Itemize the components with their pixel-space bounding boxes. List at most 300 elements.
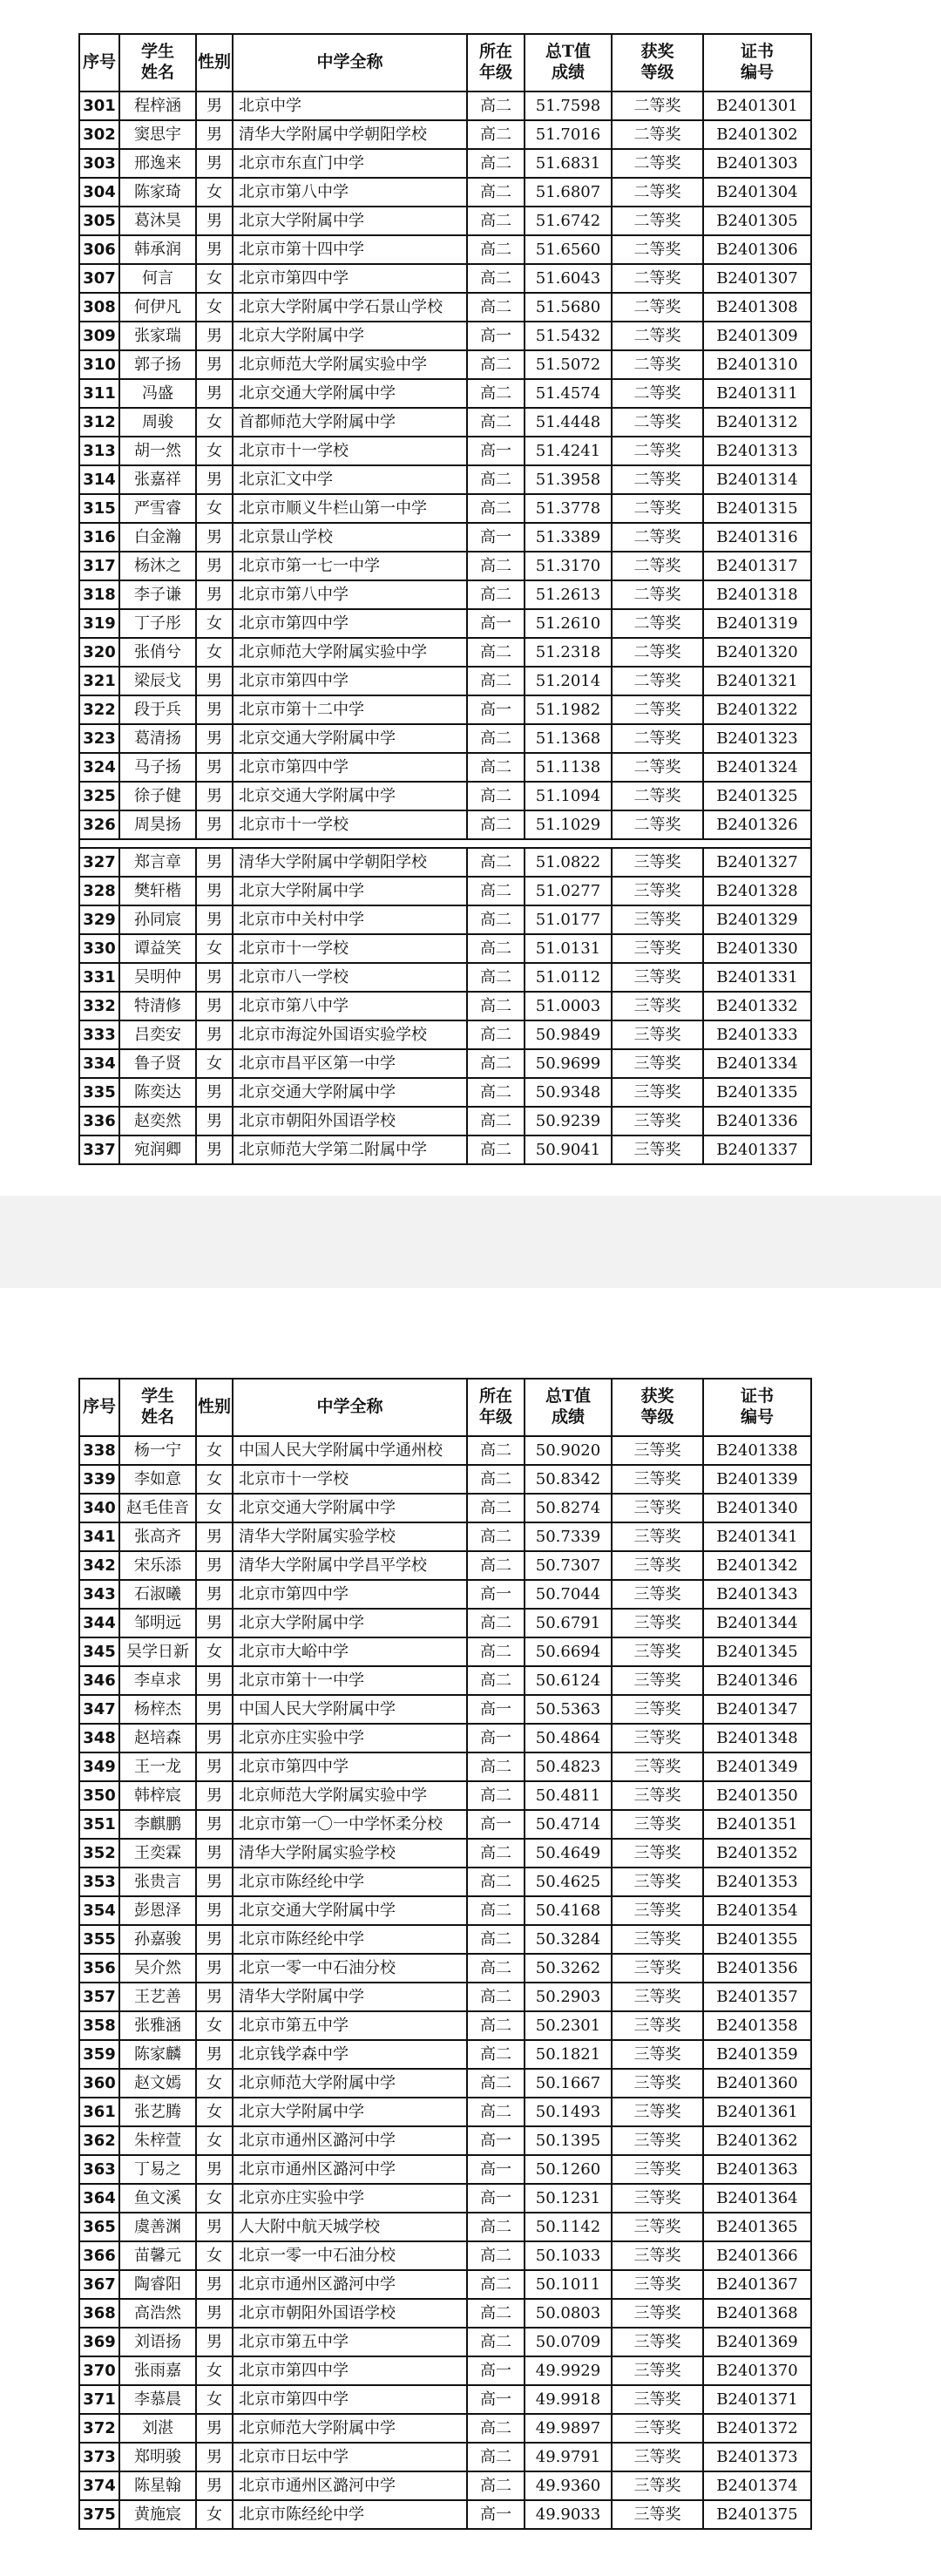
cell-cert-no: B2401349 [703, 1752, 811, 1781]
cell-score: 49.9360 [525, 2471, 612, 2500]
table-row [79, 1580, 811, 1609]
cell-seq: 350 [79, 1781, 119, 1810]
cell-cert-no: B2401318 [703, 580, 811, 609]
cell-award: 三等奖 [612, 1049, 703, 1078]
cell-grade: 高一 [467, 2385, 525, 2414]
cell-grade: 高二 [467, 2213, 525, 2241]
cell-school: 清华大学附属中学朝阳学校 [233, 120, 467, 149]
cell-student-name: 梁辰戈 [119, 667, 196, 695]
cell-school: 北京大学附属中学 [233, 207, 467, 235]
cell-seq: 307 [79, 264, 119, 293]
cell-grade: 高二 [467, 1465, 525, 1494]
cell-seq: 363 [79, 2155, 119, 2184]
cell-student-name: 徐子健 [119, 782, 196, 810]
header-school: 中学全称 [233, 1379, 467, 1436]
header-seq: 序号 [79, 1379, 119, 1436]
table-row [79, 1752, 811, 1781]
cell-grade: 高一 [467, 437, 525, 465]
cell-gender: 女 [196, 1436, 233, 1465]
cell-seq: 303 [79, 149, 119, 178]
table-row [79, 1049, 811, 1078]
table-row [79, 293, 811, 322]
cell-gender: 男 [196, 782, 233, 810]
cell-cert-no: B2401374 [703, 2471, 811, 2500]
cell-score: 51.3958 [525, 465, 612, 494]
cell-award: 三等奖 [612, 2385, 703, 2414]
table-row [79, 2184, 811, 2213]
cell-cert-no: B2401352 [703, 1839, 811, 1868]
cell-gender: 男 [196, 350, 233, 379]
cell-cert-no: B2401332 [703, 992, 811, 1020]
cell-gender: 男 [196, 963, 233, 992]
cell-school: 北京市十一学校 [233, 437, 467, 465]
cell-seq: 333 [79, 1020, 119, 1049]
cell-score: 51.5680 [525, 293, 612, 322]
cell-grade: 高二 [467, 724, 525, 753]
cell-grade: 高二 [467, 934, 525, 963]
cell-score: 51.4448 [525, 408, 612, 437]
cell-score: 51.6043 [525, 264, 612, 293]
cell-student-name: 孙同宸 [119, 905, 196, 934]
cell-gender: 女 [196, 934, 233, 963]
table-row [79, 905, 811, 934]
table-row [79, 350, 811, 379]
cell-gender: 男 [196, 1781, 233, 1810]
cell-seq: 306 [79, 235, 119, 264]
cell-gender: 女 [196, 1637, 233, 1666]
cell-grade: 高二 [467, 350, 525, 379]
cell-cert-no: B2401333 [703, 1020, 811, 1049]
table-row [79, 379, 811, 408]
cell-cert-no: B2401342 [703, 1551, 811, 1580]
cell-school: 北京市第四中学 [233, 2356, 467, 2385]
cell-school: 北京市大峪中学 [233, 1637, 467, 1666]
cell-gender: 男 [196, 149, 233, 178]
cell-gender: 女 [196, 2500, 233, 2529]
cell-grade: 高二 [467, 92, 525, 120]
cell-cert-no: B2401354 [703, 1896, 811, 1925]
cell-seq: 344 [79, 1609, 119, 1637]
cell-student-name: 赵文嫣 [119, 2069, 196, 2098]
cell-cert-no: B2401315 [703, 494, 811, 523]
cell-seq: 332 [79, 992, 119, 1020]
cell-score: 51.5072 [525, 350, 612, 379]
cell-score: 51.2318 [525, 638, 612, 667]
cell-gender: 女 [196, 2356, 233, 2385]
cell-gender: 男 [196, 1135, 233, 1164]
table-row [79, 753, 811, 782]
cell-gender: 男 [196, 120, 233, 149]
cell-seq: 313 [79, 437, 119, 465]
table-row [79, 523, 811, 552]
cell-student-name: 郑言章 [119, 848, 196, 877]
cell-grade: 高二 [467, 848, 525, 877]
cell-seq: 372 [79, 2414, 119, 2443]
cell-award: 三等奖 [612, 905, 703, 934]
cell-score: 50.1142 [525, 2213, 612, 2241]
table-row [79, 2471, 811, 2500]
cell-award: 三等奖 [612, 2184, 703, 2213]
cell-award: 三等奖 [612, 1637, 703, 1666]
cell-cert-no: B2401339 [703, 1465, 811, 1494]
cell-student-name: 陈家麟 [119, 2040, 196, 2069]
cell-score: 51.0131 [525, 934, 612, 963]
cell-score: 50.1231 [525, 2184, 612, 2213]
cell-gender: 男 [196, 2443, 233, 2471]
cell-student-name: 周昊扬 [119, 810, 196, 839]
cell-cert-no: B2401326 [703, 810, 811, 839]
cell-student-name: 赵奕然 [119, 1107, 196, 1135]
cell-seq: 361 [79, 2098, 119, 2126]
cell-grade: 高一 [467, 2500, 525, 2529]
cell-cert-no: B2401366 [703, 2241, 811, 2270]
document-page-1 [0, 0, 941, 1196]
cell-school: 北京大学附属中学石景山学校 [233, 293, 467, 322]
cell-school: 清华大学附属实验学校 [233, 1522, 467, 1551]
header-school: 中学全称 [233, 34, 467, 92]
cell-school: 北京中学 [233, 92, 467, 120]
cell-student-name: 张雅涵 [119, 2011, 196, 2040]
cell-score: 50.2301 [525, 2011, 612, 2040]
cell-school: 清华大学附属中学 [233, 1983, 467, 2011]
cell-award: 三等奖 [612, 1810, 703, 1839]
table-row [79, 848, 811, 877]
cell-gender: 女 [196, 408, 233, 437]
cell-gender: 男 [196, 877, 233, 905]
cell-score: 51.1368 [525, 724, 612, 753]
cell-student-name: 王艺善 [119, 1983, 196, 2011]
cell-award: 二等奖 [612, 408, 703, 437]
table-row [79, 1839, 811, 1868]
cell-gender: 男 [196, 1020, 233, 1049]
cell-award: 二等奖 [612, 523, 703, 552]
cell-seq: 312 [79, 408, 119, 437]
cell-score: 51.3170 [525, 552, 612, 580]
cell-student-name: 樊轩楷 [119, 877, 196, 905]
cell-school: 北京市第十四中学 [233, 235, 467, 264]
cell-seq: 305 [79, 207, 119, 235]
cell-grade: 高二 [467, 667, 525, 695]
cell-grade: 高二 [467, 149, 525, 178]
cell-gender: 男 [196, 2040, 233, 2069]
cell-student-name: 葛清扬 [119, 724, 196, 753]
cell-cert-no: B2401327 [703, 848, 811, 877]
cell-score: 51.6831 [525, 149, 612, 178]
cell-seq: 320 [79, 638, 119, 667]
table-row [79, 2098, 811, 2126]
cell-award: 二等奖 [612, 465, 703, 494]
table-row [79, 2356, 811, 2385]
cell-student-name: 张艺腾 [119, 2098, 196, 2126]
cell-school: 北京市陈经纶中学 [233, 2500, 467, 2529]
cell-seq: 308 [79, 293, 119, 322]
cell-seq: 373 [79, 2443, 119, 2471]
table-row [79, 2241, 811, 2270]
cell-cert-no: B2401324 [703, 753, 811, 782]
cell-grade: 高二 [467, 1781, 525, 1810]
cell-cert-no: B2401361 [703, 2098, 811, 2126]
cell-grade: 高二 [467, 264, 525, 293]
cell-grade: 高二 [467, 2443, 525, 2471]
cell-seq: 326 [79, 810, 119, 839]
cell-seq: 323 [79, 724, 119, 753]
cell-seq: 370 [79, 2356, 119, 2385]
cell-award: 三等奖 [612, 2299, 703, 2328]
table-row [79, 494, 811, 523]
cell-school: 北京交通大学附属中学 [233, 1494, 467, 1522]
cell-grade: 高二 [467, 1896, 525, 1925]
cell-student-name: 李慕晨 [119, 2385, 196, 2414]
award-table-page-2 [78, 1378, 812, 2530]
cell-cert-no: B2401307 [703, 264, 811, 293]
cell-school: 北京市十一学校 [233, 810, 467, 839]
cell-score: 51.1094 [525, 782, 612, 810]
cell-seq: 331 [79, 963, 119, 992]
cell-student-name: 杨梓杰 [119, 1695, 196, 1724]
cell-score: 50.4714 [525, 1810, 612, 1839]
cell-award: 三等奖 [612, 1954, 703, 1983]
cell-grade: 高一 [467, 695, 525, 724]
cell-score: 49.9918 [525, 2385, 612, 2414]
table-row [79, 2443, 811, 2471]
cell-gender: 女 [196, 437, 233, 465]
cell-score: 50.1667 [525, 2069, 612, 2098]
cell-seq: 353 [79, 1868, 119, 1896]
cell-grade: 高二 [467, 1868, 525, 1896]
cell-award: 二等奖 [612, 695, 703, 724]
cell-student-name: 郑明骏 [119, 2443, 196, 2471]
table-row [79, 1637, 811, 1666]
table-row [79, 609, 811, 638]
cell-gender: 男 [196, 753, 233, 782]
cell-grade: 高二 [467, 1954, 525, 1983]
cell-student-name: 何伊凡 [119, 293, 196, 322]
cell-school: 清华大学附属中学朝阳学校 [233, 848, 467, 877]
cell-school: 北京市通州区潞河中学 [233, 2471, 467, 2500]
cell-school: 北京交通大学附属中学 [233, 1078, 467, 1107]
table-row [79, 963, 811, 992]
cell-grade: 高二 [467, 905, 525, 934]
table-row [79, 2040, 811, 2069]
cell-gender: 男 [196, 1724, 233, 1752]
cell-school: 北京师范大学附属中学 [233, 2069, 467, 2098]
cell-seq: 368 [79, 2299, 119, 2328]
cell-cert-no: B2401304 [703, 178, 811, 207]
table-row [79, 149, 811, 178]
cell-grade: 高二 [467, 1839, 525, 1868]
cell-grade: 高一 [467, 2126, 525, 2155]
cell-gender: 男 [196, 1983, 233, 2011]
cell-cert-no: B2401344 [703, 1609, 811, 1637]
cell-score: 51.6807 [525, 178, 612, 207]
cell-seq: 330 [79, 934, 119, 963]
cell-grade: 高二 [467, 465, 525, 494]
cell-cert-no: B2401348 [703, 1724, 811, 1752]
cell-grade: 高二 [467, 580, 525, 609]
cell-school: 北京钱学森中学 [233, 2040, 467, 2069]
cell-grade: 高二 [467, 877, 525, 905]
table-row [79, 782, 811, 810]
cell-cert-no: B2401368 [703, 2299, 811, 2328]
cell-gender: 男 [196, 1580, 233, 1609]
cell-cert-no: B2401325 [703, 782, 811, 810]
cell-student-name: 胡一然 [119, 437, 196, 465]
cell-grade: 高二 [467, 1049, 525, 1078]
cell-score: 50.9348 [525, 1078, 612, 1107]
cell-seq: 318 [79, 580, 119, 609]
cell-award: 三等奖 [612, 2098, 703, 2126]
cell-gender: 女 [196, 2385, 233, 2414]
cell-seq: 321 [79, 667, 119, 695]
cell-award: 二等奖 [612, 293, 703, 322]
cell-grade: 高二 [467, 753, 525, 782]
cell-cert-no: B2401372 [703, 2414, 811, 2443]
cell-school: 北京市第五中学 [233, 2011, 467, 2040]
cell-student-name: 张贵言 [119, 1868, 196, 1896]
cell-school: 北京亦庄实验中学 [233, 2184, 467, 2213]
cell-score: 50.4168 [525, 1896, 612, 1925]
cell-cert-no: B2401336 [703, 1107, 811, 1135]
cell-school: 北京市中关村中学 [233, 905, 467, 934]
cell-score: 50.0709 [525, 2328, 612, 2356]
cell-student-name: 葛沐昊 [119, 207, 196, 235]
table-row [79, 2414, 811, 2443]
cell-score: 50.9239 [525, 1107, 612, 1135]
table-row [79, 264, 811, 293]
cell-grade: 高二 [467, 810, 525, 839]
table-row [79, 322, 811, 350]
cell-cert-no: B2401309 [703, 322, 811, 350]
cell-award: 三等奖 [612, 2069, 703, 2098]
cell-award: 三等奖 [612, 2471, 703, 2500]
cell-award: 三等奖 [612, 2328, 703, 2356]
cell-student-name: 鲁子贤 [119, 1049, 196, 1078]
cell-grade: 高一 [467, 523, 525, 552]
cell-award: 三等奖 [612, 877, 703, 905]
cell-seq: 336 [79, 1107, 119, 1135]
cell-award: 三等奖 [612, 1752, 703, 1781]
cell-school: 北京大学附属中学 [233, 2098, 467, 2126]
cell-award: 三等奖 [612, 1609, 703, 1637]
cell-cert-no: B2401310 [703, 350, 811, 379]
cell-school: 北京市第八中学 [233, 992, 467, 1020]
cell-grade: 高二 [467, 2270, 525, 2299]
cell-award: 三等奖 [612, 1078, 703, 1107]
header-award: 获奖 等级 [612, 34, 703, 92]
cell-gender: 女 [196, 1049, 233, 1078]
cell-cert-no: B2401316 [703, 523, 811, 552]
cell-seq: 362 [79, 2126, 119, 2155]
cell-grade: 高二 [467, 2299, 525, 2328]
cell-score: 51.3778 [525, 494, 612, 523]
table-row [79, 1666, 811, 1695]
cell-grade: 高二 [467, 120, 525, 149]
cell-seq: 359 [79, 2040, 119, 2069]
cell-seq: 345 [79, 1637, 119, 1666]
cell-school: 中国人民大学附属中学通州校 [233, 1436, 467, 1465]
cell-student-name: 程梓涵 [119, 92, 196, 120]
cell-cert-no: B2401355 [703, 1925, 811, 1954]
cell-cert-no: B2401305 [703, 207, 811, 235]
cell-school: 北京师范大学附属实验中学 [233, 638, 467, 667]
cell-seq: 374 [79, 2471, 119, 2500]
cell-award: 二等奖 [612, 782, 703, 810]
cell-cert-no: B2401312 [703, 408, 811, 437]
cell-student-name: 白金瀚 [119, 523, 196, 552]
cell-school: 北京市第十二中学 [233, 695, 467, 724]
cell-score: 50.6791 [525, 1609, 612, 1637]
cell-gender: 女 [196, 2098, 233, 2126]
cell-school: 清华大学附属实验学校 [233, 1839, 467, 1868]
cell-gender: 男 [196, 207, 233, 235]
cell-award: 三等奖 [612, 1839, 703, 1868]
cell-gender: 男 [196, 1522, 233, 1551]
cell-school: 北京市通州区潞河中学 [233, 2270, 467, 2299]
cell-award: 二等奖 [612, 350, 703, 379]
table-row [79, 2126, 811, 2155]
cell-score: 50.8274 [525, 1494, 612, 1522]
cell-seq: 309 [79, 322, 119, 350]
cell-seq: 316 [79, 523, 119, 552]
cell-gender: 男 [196, 695, 233, 724]
cell-score: 50.3284 [525, 1925, 612, 1954]
cell-cert-no: B2401314 [703, 465, 811, 494]
table-row [79, 1868, 811, 1896]
cell-gender: 女 [196, 1465, 233, 1494]
cell-gender: 男 [196, 667, 233, 695]
cell-award: 二等奖 [612, 120, 703, 149]
cell-cert-no: B2401330 [703, 934, 811, 963]
cell-cert-no: B2401346 [703, 1666, 811, 1695]
cell-gender: 男 [196, 1609, 233, 1637]
cell-score: 50.4625 [525, 1868, 612, 1896]
table-row [79, 1695, 811, 1724]
table-row [79, 178, 811, 207]
cell-student-name: 陈星翰 [119, 2471, 196, 2500]
cell-student-name: 吴学日新 [119, 1637, 196, 1666]
cell-school: 北京市通州区潞河中学 [233, 2126, 467, 2155]
cell-gender: 女 [196, 264, 233, 293]
cell-grade: 高二 [467, 1494, 525, 1522]
cell-score: 50.2903 [525, 1983, 612, 2011]
cell-cert-no: B2401375 [703, 2500, 811, 2529]
cell-gender: 男 [196, 1666, 233, 1695]
cell-school: 北京师范大学附属实验中学 [233, 1781, 467, 1810]
cell-grade: 高二 [467, 1107, 525, 1135]
cell-award: 三等奖 [612, 1781, 703, 1810]
table-row [79, 992, 811, 1020]
cell-grade: 高一 [467, 2356, 525, 2385]
cell-student-name: 韩梓宸 [119, 1781, 196, 1810]
cell-gender: 女 [196, 494, 233, 523]
cell-seq: 354 [79, 1896, 119, 1925]
cell-gender: 男 [196, 1810, 233, 1839]
cell-score: 51.7016 [525, 120, 612, 149]
cell-cert-no: B2401371 [703, 2385, 811, 2414]
cell-school: 北京师范大学附属中学 [233, 2414, 467, 2443]
cell-school: 北京交通大学附属中学 [233, 379, 467, 408]
cell-gender: 男 [196, 1896, 233, 1925]
cell-grade: 高二 [467, 293, 525, 322]
cell-seq: 325 [79, 782, 119, 810]
cell-seq: 322 [79, 695, 119, 724]
table-row [79, 207, 811, 235]
cell-score: 51.6742 [525, 207, 612, 235]
cell-score: 49.9791 [525, 2443, 612, 2471]
cell-award: 三等奖 [612, 1494, 703, 1522]
cell-school: 北京汇文中学 [233, 465, 467, 494]
cell-cert-no: B2401313 [703, 437, 811, 465]
